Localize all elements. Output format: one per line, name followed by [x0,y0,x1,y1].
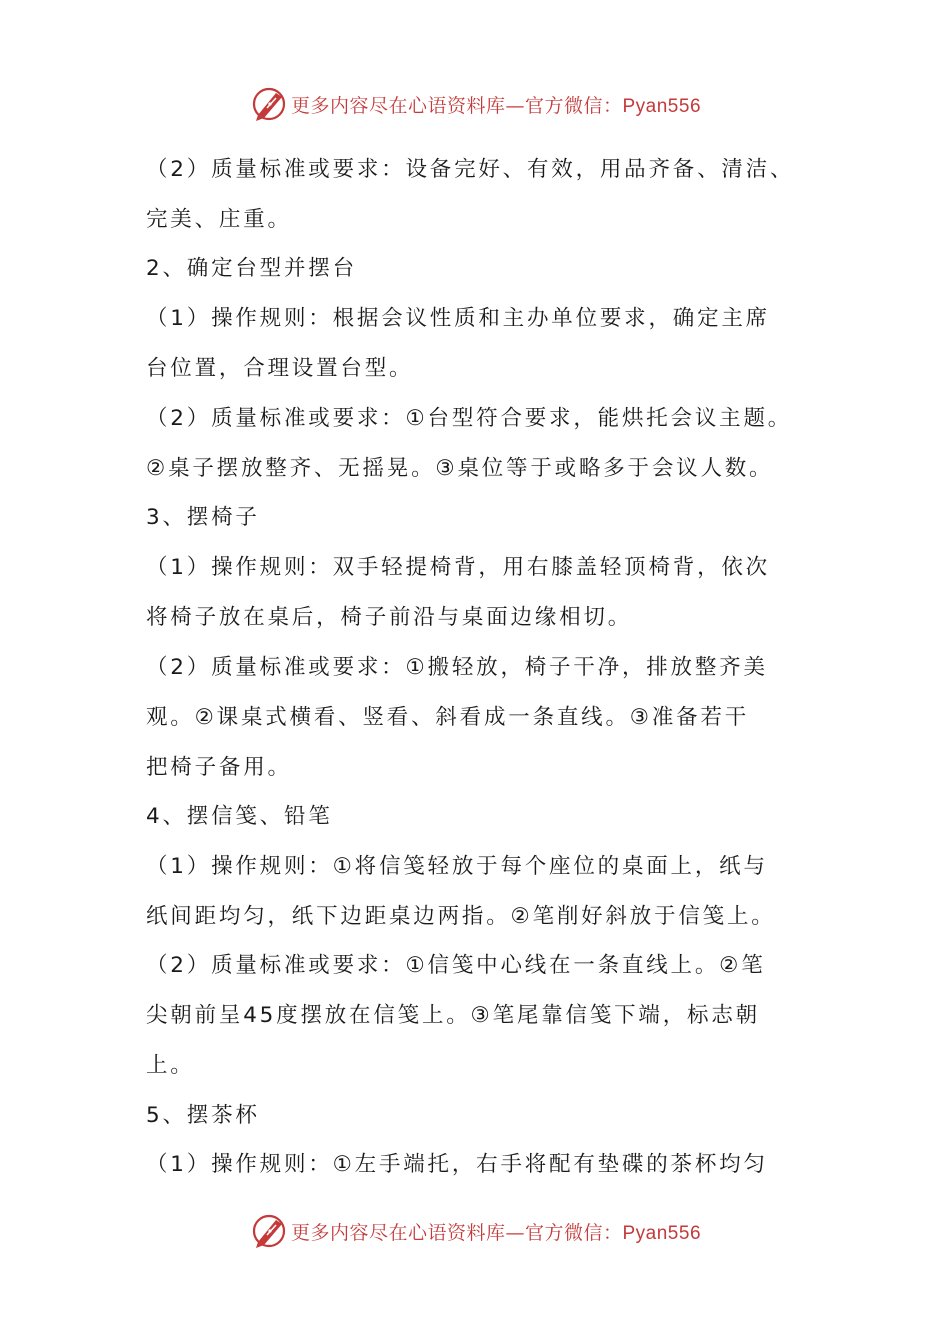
pen-nib-logo-icon [249,1211,289,1251]
text-line: 上。 [146,1053,195,1078]
text-line: 纸间距均匀，纸下边距桌边两指。②笔削好斜放于信笺上。 [146,904,776,929]
section-heading: 4、摆信笺、铅笔 [146,804,333,829]
text-line: 台位置，合理设置台型。 [146,356,414,381]
wechat-id: Pyan556 [622,95,702,117]
footer-banner [0,1209,950,1253]
text-line: 把椅子备用。 [146,755,292,780]
banner-text: 更多内容尽在心语资料库—官方微信：Pyan556 [290,1221,702,1244]
text-line: （2）质量标准或要求：①台型符合要求，能烘托会议主题。 [146,406,793,431]
section-heading: 2、确定台型并摆台 [146,256,357,281]
text-line: 将椅子放在桌后，椅子前沿与桌面边缘相切。 [146,605,633,630]
section-heading: 3、摆椅子 [146,505,260,530]
text-line: 观。②课桌式横看、竖看、斜看成一条直线。③准备若干 [146,705,750,730]
text-line: （1）操作规则：双手轻提椅背，用右膝盖轻顶椅背，依次 [146,555,770,580]
text-line: （1）操作规则：①将信笺轻放于每个座位的桌面上，纸与 [146,854,768,879]
text-line: （2）质量标准或要求：设备完好、有效，用品齐备、清洁、 [146,157,795,182]
section-heading: 5、摆茶杯 [146,1103,260,1128]
text-line: （2）质量标准或要求：①搬轻放，椅子干净，排放整齐美 [146,655,768,680]
text-line: （1）操作规则：①左手端托，右手将配有垫碟的茶杯均匀 [146,1152,768,1177]
text-line: （1）操作规则：根据会议性质和主办单位要求，确定主席 [146,306,770,331]
text-line: ②桌子摆放整齐、无摇晃。③桌位等于或略多于会议人数。 [146,456,774,481]
text-line: 完美、庄重。 [146,207,292,232]
wechat-id: Pyan556 [622,1222,702,1244]
header-banner [0,82,950,126]
pen-nib-logo-icon [249,84,289,124]
text-line: 尖朝前呈45度摆放在信笺上。③笔尾靠信笺下端，标志朝 [146,1003,760,1028]
text-line: （2）质量标准或要求：①信笺中心线在一条直线上。②笔 [146,953,766,978]
banner-text: 更多内容尽在心语资料库—官方微信：Pyan556 [290,94,702,117]
